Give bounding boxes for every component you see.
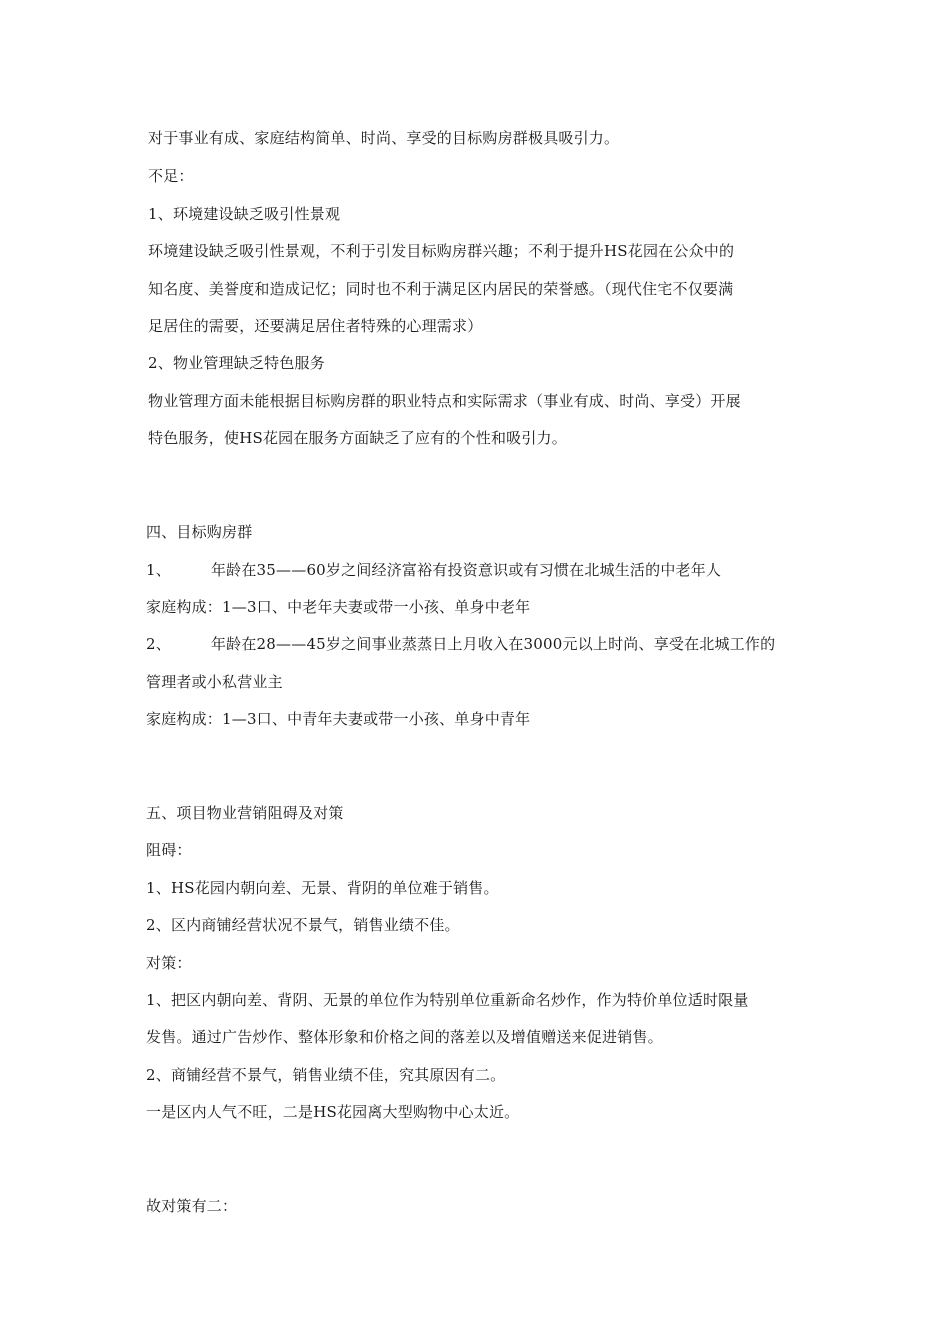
section-heading-marketing-obstacles: 五、项目物业营销阻碍及对策 [146,804,344,822]
list-item-text: 年龄在28——45岁之间事业蒸蒸日上月收入在3000元以上时尚、享受在北城工作的 [210,635,776,653]
list-number: 1、 [146,561,171,579]
paragraph-line: 一是区内人气不旺，二是HS花园离大型购物中心太近。 [146,1103,520,1121]
list-item-heading: 1、环境建设缺乏吸引性景观 [148,205,341,223]
list-item: 2、商铺经营不景气，销售业绩不佳，究其原因有二。 [146,1066,506,1084]
list-number: 2、 [146,635,171,653]
list-item: 1、把区内朝向差、背阴、无景的单位作为特别单位重新命名炒作，作为特价单位适时限量 [146,991,749,1009]
list-item [146,560,826,580]
list-item-text: 年龄在35——60岁之间经济富裕有投资意识或有习惯在北城生活的中老年人 [210,561,722,579]
section-heading-target-buyers: 四、目标购房群 [146,523,253,541]
paragraph-line: 家庭构成：1—3口、中青年夫妻或带一小孩、单身中青年 [146,710,531,728]
paragraph-line: 发售。通过广告炒作、整体形象和价格之间的落差以及增值赠送来促进销售。 [146,1028,663,1046]
subheading-countermeasures: 对策： [146,954,192,972]
list-item: 2、区内商铺经营状况不景气，销售业绩不佳。 [146,916,460,934]
paragraph-line: 家庭构成：1—3口、中老年夫妻或带一小孩、单身中老年 [146,598,531,616]
paragraph-line: 特色服务，使HS花园在服务方面缺乏了应有的个性和吸引力。 [148,429,567,447]
paragraph-line: 足居住的需要，还要满足居住者特殊的心理需求） [148,317,483,335]
list-item-heading: 2、物业管理缺乏特色服务 [148,354,325,372]
paragraph-line: 知名度、美誉度和造成记忆；同时也不利于满足区内居民的荣誉感。（现代住宅不仅要满 [148,280,734,298]
subheading-obstacles: 阻碍： [146,841,192,859]
paragraph-line: 环境建设缺乏吸引性景观，不利于引发目标购房群兴趣；不利于提升HS花园在公众中的 [148,242,735,260]
section-heading-shortcomings: 不足： [148,167,194,185]
list-item [146,634,826,654]
paragraph-line: 对于事业有成、家庭结构简单、时尚、享受的目标购房群极具吸引力。 [148,129,620,147]
paragraph-line: 管理者或小私营业主 [146,673,283,691]
list-item: 1、HS花园内朝向差、无景、背阴的单位难于销售。 [146,879,499,897]
paragraph-line: 物业管理方面未能根据目标购房群的职业特点和实际需求（事业有成、时尚、享受）开展 [148,392,741,410]
paragraph-line: 故对策有二： [146,1197,238,1215]
